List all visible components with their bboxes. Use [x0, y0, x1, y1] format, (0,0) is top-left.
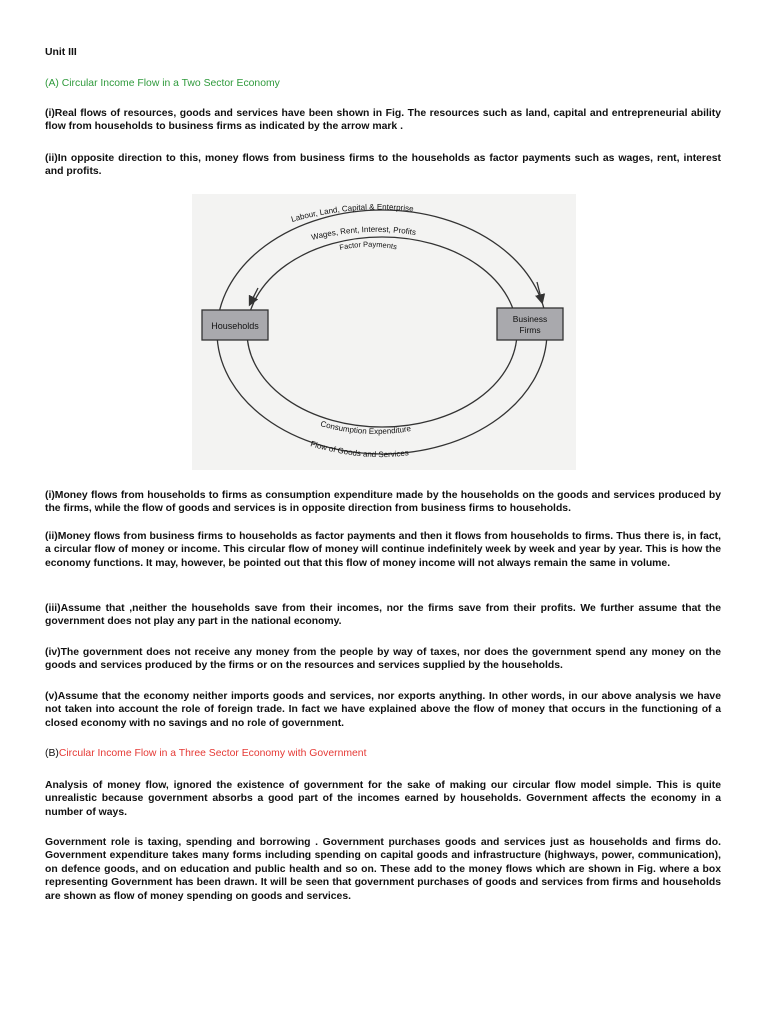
- outer-bottom-label: Flow of Goods and Services: [309, 439, 410, 460]
- outer-bottom-label-wrapper: [309, 439, 409, 459]
- paragraph-iii: (iii)Assume that ,neither the households save from their incomes, nor the firms save from their profits. We further assume that the government does not play any part in the national economy.: [45, 603, 721, 628]
- inner-bottom-label-wrapper: [320, 419, 413, 436]
- outer-top-label-wrapper: [290, 202, 414, 223]
- section-b-paragraph-1: Analysis of money flow, ignored the existence of government for the sake of making our circular flow model simple. This is quite unrealistic because government absorbs a good part of the incomes earned by households. Government affects the economy in a number of ways.: [45, 780, 721, 818]
- outer-top-label: Labour, Land, Capital & Enterprise: [290, 202, 415, 224]
- paragraph-v: (v)Assume that the economy neither imports goods and services, nor exports anything. In other words, in our above analysis we have not taken into account the role of foreign trade. In fact we have explained above the flow of money that occurs in the functioning of a closed economy with no savings and no role of government.: [45, 691, 721, 729]
- circular-flow-diagram: [192, 194, 576, 470]
- section-b-heading: [45, 748, 366, 759]
- section-b-prefix: (B): [45, 748, 59, 759]
- business-firms-label-line1: Business: [512, 314, 548, 324]
- inner-top-label-1: Wages, Rent, Interest, Profits: [310, 224, 417, 242]
- section-a-paragraph-1: (i)Real flows of resources, goods and services have been shown in Fig. The resources such as land, capital and entrepreneurial ability flow from households to business firms as indicated by the arrow mark .: [45, 108, 721, 133]
- paragraph-i: (i)Money flows from households to firms as consumption expenditure made by the households on the goods and services produced by the firms, while the flow of goods and services is in opposite direction from business firms to households.: [45, 490, 721, 515]
- section-b-title: Circular Income Flow in a Three Sector Economy with Government: [58, 748, 367, 759]
- inner-top-label-2-wrapper: [339, 240, 398, 252]
- inner-bottom-label: Consumption Expenditure: [319, 419, 412, 437]
- section-a-paragraph-2: (ii)In opposite direction to this, money flows from business firms to the households as factor payments such as wages, rent, interest and profits.: [45, 153, 721, 178]
- business-firms-label-line2: Firms: [519, 325, 541, 335]
- paragraph-iv: (iv)The government does not receive any money from the people by way of taxes, nor does the government spend any money on the goods and services produced by the firms or on the resources and services supplied by the households.: [45, 647, 721, 672]
- inner-flow-ellipse: [247, 237, 517, 427]
- section-b-paragraph-2: Government role is taxing, spending and borrowing . Government purchases goods and services just as households and firms do. Government expenditure takes many forms including spending on capital goods and infrastructure (highways, power, communication), on defence goods, and on education and public health and so on. These add to the money flows which are shown in Fig. where a box representing Government has been drawn. It will be seen that government purchases of goods and services from firms and households are shown as flow of money spending on goods and services.: [45, 837, 721, 902]
- section-a-heading: (A) Circular Income Flow in a Two Sector Economy: [45, 78, 280, 89]
- inner-top-label-1-wrapper: [310, 225, 416, 242]
- households-label: Households: [211, 321, 259, 331]
- unit-label: Unit III: [45, 47, 77, 58]
- inner-top-label-2: Factor Payments: [338, 239, 398, 252]
- paragraph-ii: (ii)Money flows from business firms to households as factor payments and then it flows from households to firms. Thus there is, in fact, a circular flow of money or income. This circular flow of money will continue indefinitely week by week and year by year. This is how the economy functions. It may, however, be pointed out that this flow of money income will not always remain the same in volume.: [45, 531, 721, 569]
- business-firms-box: [497, 308, 563, 340]
